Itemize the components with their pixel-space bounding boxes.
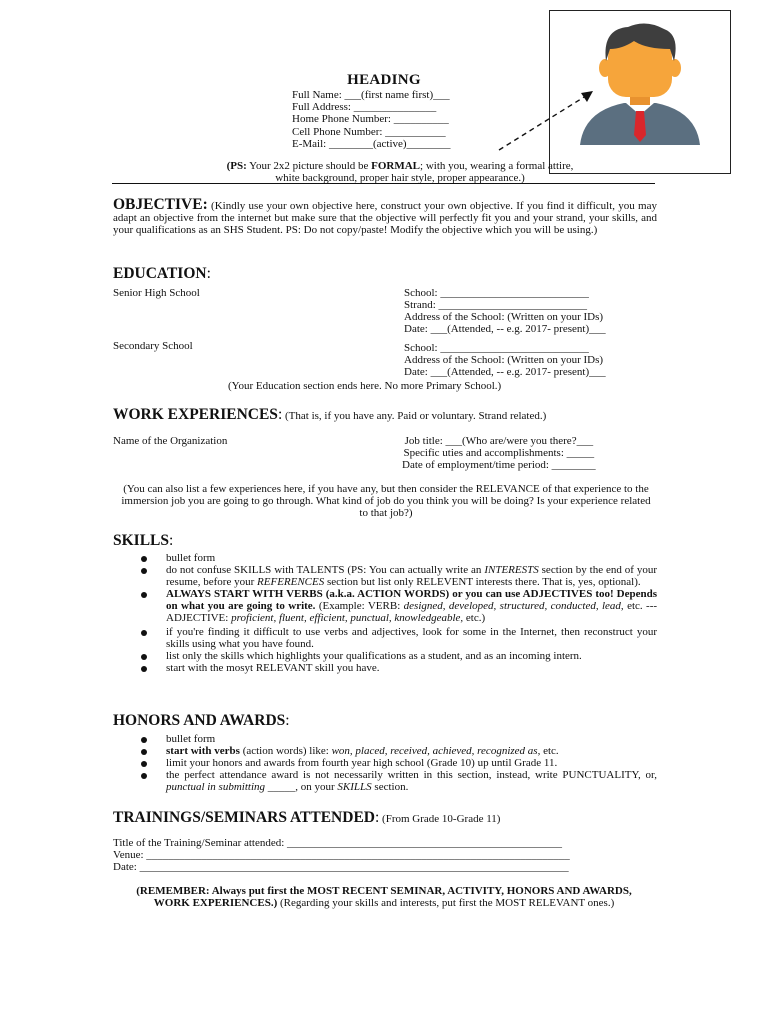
education-sec-details: [404, 342, 606, 378]
shs-address: Address of the School: (Written on your IDs): [404, 311, 604, 323]
info-full-address: Full Address: _______________: [292, 101, 437, 114]
honors-b2-a: (action words) like:: [242, 744, 329, 757]
trainings-note: (From Grade 10-Grade 11): [382, 813, 501, 825]
reminder-bold: (REMEMBER: Always put first the MOST RECENT SEMINAR, ACTIVITY, HONORS AND AWARDS, WORK EXPERIENCES.): [136, 885, 632, 909]
info-cell-phone: Cell Phone Number: ___________: [292, 125, 446, 138]
skills-b3-b: etc. --- ADJECTIVE:: [166, 599, 658, 624]
list-item: [113, 663, 657, 675]
skills-b3-verbs: designed, developed, structured, conducted, lead,: [403, 599, 624, 612]
ps-formal: FORMAL: [371, 160, 421, 172]
training-venue-field: Venue: _____________________________________________________________________________: [113, 849, 570, 861]
objective-section: [113, 196, 658, 236]
education-title: EDUCATION: [113, 265, 207, 282]
sec-date: Date: ___(Attended, -- e.g. 2017- present)___: [404, 366, 606, 378]
honors-b3: limit your honors and awards from fourth year high school (Grade 10) up until Grade 11.: [166, 756, 558, 769]
training-date-field: Date: ______________________________________________________________________________: [113, 861, 569, 873]
honors-b4-b: _____, on your: [267, 780, 335, 793]
skills-b4: if you're finding it difficult to use verbs and adjectives, look for some in the Internet, then reconstruct your skills using what you have found.: [166, 626, 657, 651]
honors-colon: :: [285, 712, 290, 729]
personal-info: [292, 89, 451, 150]
reminder-normal: (Regarding your skills and interests, put first the MOST RELEVANT ones.): [279, 897, 615, 909]
skills-b6: start with the mosyt RELEVANT skill you have.: [166, 662, 380, 675]
work-job-title: Job title: ___(Who are/were you there?___: [404, 435, 594, 447]
trainings-heading: [113, 809, 501, 826]
honors-b4-skills: SKILLS: [337, 780, 372, 793]
info-full-name: Full Name: ___(first name first)___: [292, 89, 450, 101]
info-email: E-Mail: ________(active)________: [292, 137, 451, 150]
work-colon: :: [277, 406, 283, 423]
ps-prefix: (PS:: [226, 160, 247, 172]
list-item: [113, 770, 657, 794]
honors-b2-b: etc.: [543, 744, 559, 757]
list-item: [113, 627, 657, 651]
honors-heading: [113, 712, 290, 729]
skills-b3-c: etc.): [465, 611, 486, 624]
honors-list: [113, 734, 657, 794]
skills-b1: bullet form: [166, 552, 216, 564]
objective-text: (Kindly use your own objective here, construct your own objective. If you find it difficult, you may adapt an objective from the internet but make sure that the objective will perfectly fit you and your strand, your skills, and your qualifications as an SHS Student. PS: Do not copy/paste! Modify the objective which you will be using.): [113, 200, 658, 236]
list-item: [113, 589, 657, 625]
education-end-note: (Your Education section ends here. No more Primary School.): [228, 380, 502, 392]
list-item: [113, 565, 657, 589]
ps-text-a: Your 2x2 picture should be: [249, 160, 369, 172]
page-heading: HEADING: [347, 72, 421, 88]
work-details: [402, 435, 596, 471]
education-heading: [113, 265, 211, 282]
work-extra-note: (You can also list a few experiences here, if you have any, but then consider the RELEVANCE of that experience to the immersion job you are going to go through. What kind of job do you think you will be doing? Is your experience related to that job?): [121, 483, 651, 519]
work-note: (That is, if you have any. Paid or voluntary. Strand related.): [285, 410, 547, 422]
trainings-colon: :: [374, 809, 380, 826]
skills-b2-a: do not confuse SKILLS with TALENTS (PS: You can actually write an: [166, 563, 482, 576]
skills-b3-a: (Example: VERB:: [318, 599, 401, 612]
reminder-note: [123, 885, 645, 909]
honors-b4-a: the perfect attendance award is not necessarily written in this section, instead, write PUNCTUALITY, or,: [166, 768, 657, 781]
honors-b4-italic: punctual in submitting: [166, 780, 265, 793]
dashed-arrow-icon: [495, 88, 600, 154]
skills-list: [113, 553, 657, 675]
work-org-label: Name of the Organization: [113, 435, 228, 447]
training-title-field: Title of the Training/Seminar attended: __________________________________________________: [113, 837, 563, 849]
shs-date: Date: ___(Attended, -- e.g. 2017- present)___: [404, 323, 606, 335]
honors-b4-c: section.: [374, 780, 409, 793]
skills-b5: list only the skills which highlights your qualifications as a student, and as an incoming intern.: [166, 650, 582, 663]
trainings-fields: [113, 837, 653, 873]
divider: [112, 183, 655, 184]
info-home-phone: Home Phone Number: __________: [292, 113, 449, 126]
skills-colon: :: [169, 532, 174, 549]
photo-note: [120, 160, 680, 184]
honors-b2-bold: start with verbs: [166, 744, 240, 757]
trainings-title: TRAININGS/SEMINARS ATTENDED: [113, 809, 375, 826]
sec-school: School: ___________________________: [404, 342, 589, 354]
shs-school: School: ___________________________: [404, 287, 589, 299]
education-colon: :: [206, 265, 211, 282]
objective-colon: :: [202, 196, 208, 213]
skills-b3-adjectives: proficient, fluent, efficient, punctual, knowledgeable,: [231, 611, 464, 624]
work-duties: Specific uties and accomplishments: _____: [403, 447, 595, 459]
honors-b2-italic: won, placed, received, achieved, recognized as,: [331, 744, 541, 757]
work-title: WORK EXPERIENCES: [113, 406, 278, 423]
objective-title: OBJECTIVE: [113, 196, 203, 213]
ps-line2: white background, proper hair style, proper appearance.): [275, 172, 525, 184]
honors-title: HONORS AND AWARDS: [113, 712, 286, 729]
ps-text-b: ; with you, wearing a formal attire,: [420, 160, 574, 172]
skills-b3-bold: ALWAYS START WITH VERBS (a.k.a. ACTION WORDS) or you can use ADJECTIVES too! Depends on what you are going to write.: [166, 587, 657, 612]
education-shs-label: Senior High School: [113, 287, 200, 299]
sec-address: Address of the School: (Written on your IDs): [404, 354, 604, 366]
shs-strand: Strand: ___________________________: [404, 299, 588, 311]
work-heading: [113, 406, 547, 423]
education-shs-details: [404, 287, 606, 335]
skills-b2-interests: INTERESTS: [484, 563, 539, 576]
skills-title: SKILLS: [113, 532, 170, 549]
skills-b2-c: section but list only RELEVENT interests there. That is, yes, optional).: [327, 575, 641, 588]
honors-b1: bullet form: [166, 733, 216, 745]
skills-b2-references: REFERENCES: [257, 575, 325, 588]
skills-b2-b: section by the end of your resume, before your: [166, 563, 658, 588]
work-date: Date of employment/time period: ________: [402, 459, 596, 471]
education-sec-label: Secondary School: [113, 340, 193, 352]
skills-heading: [113, 532, 174, 549]
